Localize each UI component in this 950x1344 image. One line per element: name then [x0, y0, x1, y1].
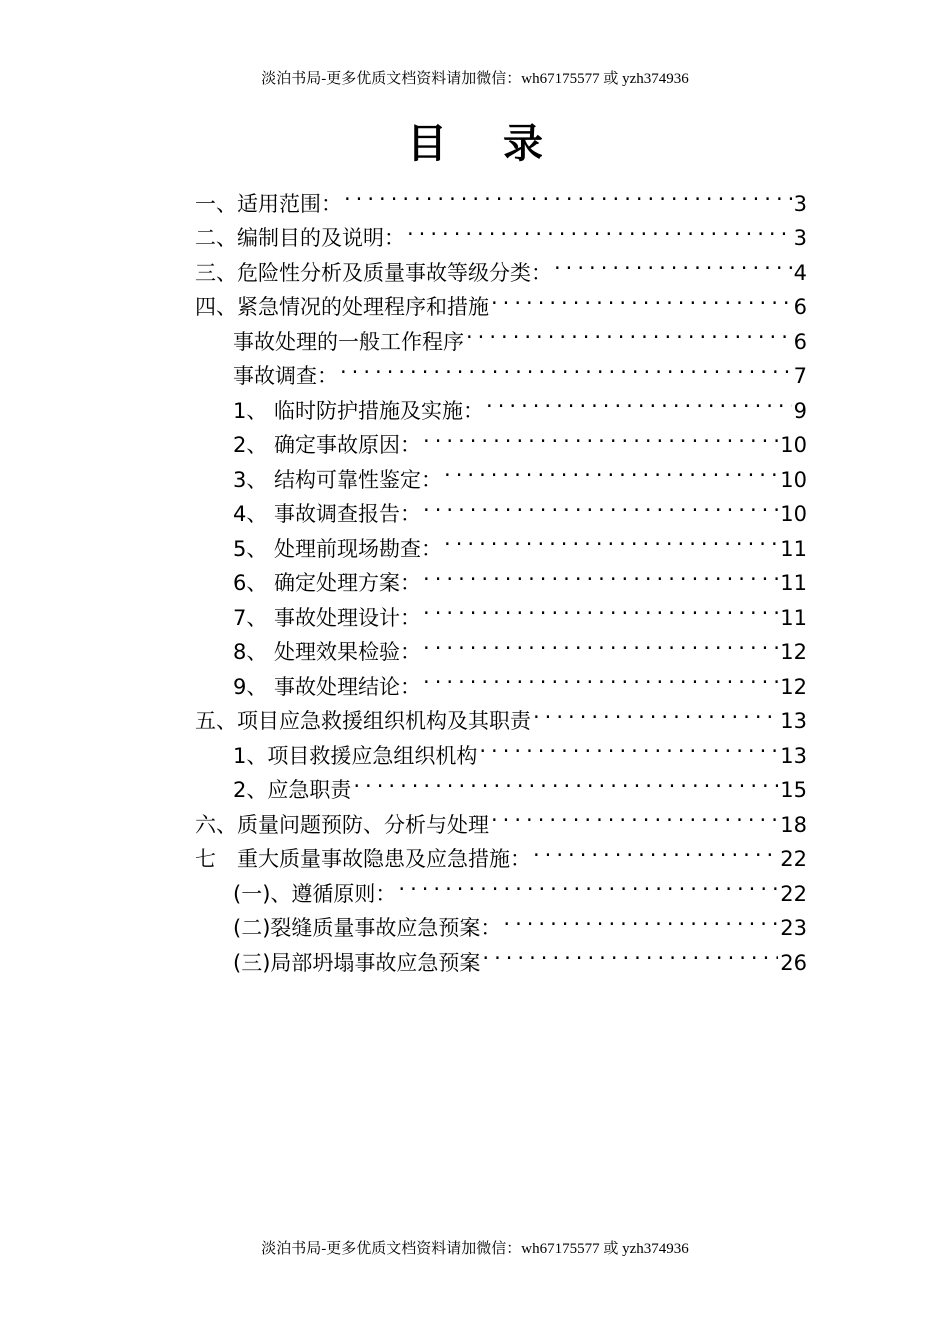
toc-entry-label: 七 重大质量事故隐患及应急措施：	[195, 847, 531, 871]
toc-dot-leader	[444, 452, 778, 487]
toc-dot-leader	[398, 866, 778, 901]
toc-entry-page-number: 11	[780, 536, 807, 561]
toc-entry-label: (一)、遵循原则：	[233, 881, 397, 906]
toc-entry-page-number: 12	[780, 640, 807, 664]
toc-entry-page-number: 10	[780, 433, 807, 457]
toc-entry-page-number: 22	[780, 881, 807, 906]
toc-entry-page-number: 3	[793, 191, 807, 216]
toc-dot-leader	[466, 314, 792, 349]
toc-entry-page-number: 15	[780, 778, 807, 802]
toc-entry-page-number: 23	[780, 916, 807, 940]
toc-dot-leader	[423, 487, 778, 522]
toc-entry-page-number: 13	[780, 743, 807, 768]
toc-entry-page-number: 12	[780, 674, 807, 699]
toc-entry-label: 2、 确定事故原因：	[233, 433, 422, 457]
toc-entry-label: 3、 结构可靠性鉴定：	[233, 467, 443, 492]
toc-entry-label: 六、质量问题预防、分析与处理	[195, 812, 489, 837]
toc-entry-label: 事故处理的一般工作程序	[233, 329, 464, 354]
toc-dot-leader	[344, 176, 792, 211]
toc-entry-page-number: 18	[780, 812, 807, 837]
toc-entry-page-number: 10	[780, 467, 807, 492]
toc-entry-page-number: 10	[780, 502, 807, 526]
toc-dot-leader	[423, 556, 778, 591]
page-header-note: 淡泊书局-更多优质文档资料请加微信：wh67175577 或 yzh374936	[261, 71, 689, 87]
page-title: 目录	[407, 121, 599, 167]
toc-entry-label: 1、项目救援应急组织机构	[233, 743, 478, 768]
toc-entry-page-number: 22	[780, 847, 807, 871]
toc-dot-leader	[533, 694, 778, 729]
toc-entry-label: 五、项目应急救援组织机构及其职责	[195, 709, 531, 733]
toc-entry[interactable]	[195, 176, 807, 216]
toc-dot-leader	[423, 418, 778, 453]
table-of-contents	[195, 176, 807, 975]
toc-dot-leader	[407, 211, 792, 246]
toc-entry-label: 8、 处理效果检验：	[233, 640, 422, 664]
page-footer-note: 淡泊书局-更多优质文档资料请加微信：wh67175577 或 yzh374936	[261, 1241, 689, 1257]
toc-entry-label: (二)裂缝质量事故应急预案：	[233, 916, 502, 940]
toc-entry-label: 9、 事故处理结论：	[233, 674, 422, 699]
toc-dot-leader	[444, 521, 778, 556]
toc-dot-leader	[423, 625, 778, 660]
toc-entry-label: 事故调查：	[233, 364, 338, 388]
toc-entry-label: 二、编制目的及说明：	[195, 226, 405, 250]
toc-entry-label: 一、适用范围：	[195, 191, 342, 216]
toc-entry-page-number: 6	[793, 295, 807, 319]
toc-dot-leader	[491, 797, 778, 832]
toc-entry-label: 三、危险性分析及质量事故等级分类：	[195, 260, 552, 285]
toc-entry-page-number: 26	[780, 950, 807, 975]
toc-entry-label: (三)局部坍塌事故应急预案	[233, 950, 481, 975]
toc-dot-leader	[554, 245, 792, 280]
toc-dot-leader	[491, 280, 792, 315]
toc-entry-page-number: 11	[780, 571, 807, 595]
toc-dot-leader	[340, 349, 792, 384]
toc-entry-page-number: 3	[793, 226, 807, 250]
toc-entry-label: 2、应急职责	[233, 778, 352, 802]
toc-dot-leader	[533, 832, 778, 867]
toc-dot-leader	[479, 728, 778, 763]
toc-entry-label: 6、 确定处理方案：	[233, 571, 422, 595]
toc-entry-label: 四、紧急情况的处理程序和措施	[195, 295, 489, 319]
toc-dot-leader	[423, 590, 778, 625]
toc-entry-label: 1、 临时防护措施及实施：	[233, 398, 485, 423]
toc-entry-page-number: 7	[793, 364, 807, 388]
toc-entry-page-number: 13	[780, 709, 807, 733]
toc-entry-page-number: 9	[793, 398, 807, 423]
toc-dot-leader	[486, 383, 792, 418]
toc-dot-leader	[353, 763, 778, 798]
toc-entry-page-number: 11	[780, 605, 807, 630]
toc-dot-leader	[482, 935, 778, 970]
toc-dot-leader	[503, 901, 778, 936]
toc-entry-page-number: 6	[793, 329, 807, 354]
toc-entry-page-number: 4	[793, 260, 807, 285]
toc-entry-label: 4、 事故调查报告：	[233, 502, 422, 526]
toc-entry-label: 5、 处理前现场勘查：	[233, 536, 443, 561]
toc-entry-label: 7、 事故处理设计：	[233, 605, 422, 630]
toc-dot-leader	[423, 659, 778, 694]
